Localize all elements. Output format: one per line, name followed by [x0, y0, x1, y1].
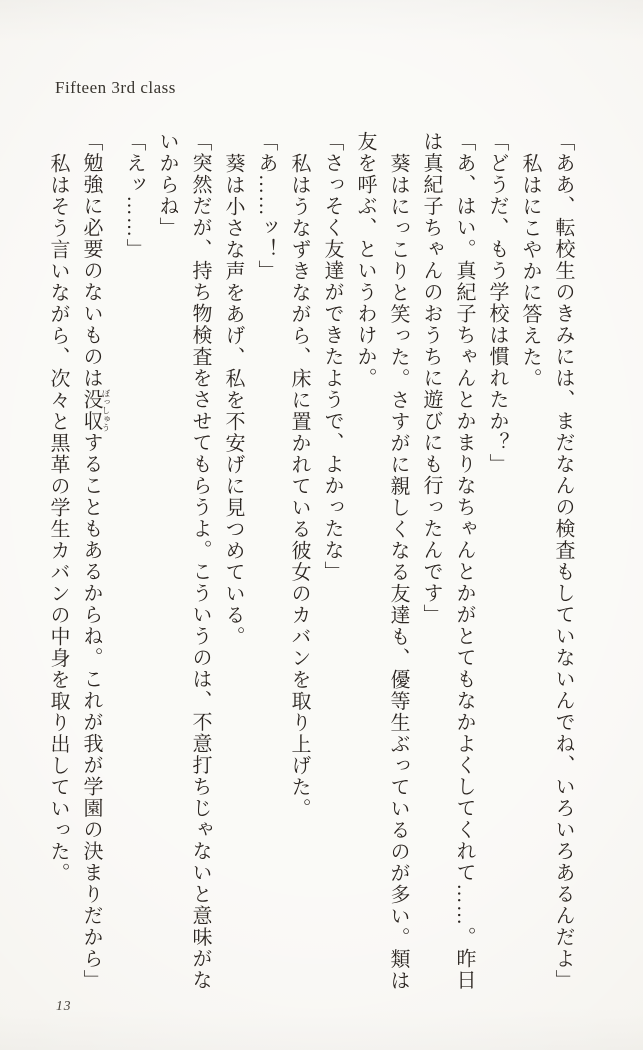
- text-column-14: 「えッ……」: [123, 131, 145, 260]
- column-15-after: することもあるからね。これが我が学園の決まりだから」: [80, 432, 102, 991]
- text-column-10: 「あ……ッ！」: [255, 131, 277, 282]
- text-column-7: 友を呼ぶ、というわけか。: [354, 131, 376, 389]
- furigana: [80, 389, 111, 432]
- text-column-13: いからね」: [156, 131, 178, 239]
- text-column-6: 葵はにっこりと笑った。さすがに親しくなる友達も、優等生ぶっているのが多い。類は: [387, 152, 409, 991]
- text-column-5: は真紀子ちゃんのおうちに遊びにも行ったんです」: [420, 131, 442, 626]
- text-column-9: 私はうなずきながら、床に置かれている彼女のカバンを取り上げた。: [288, 152, 310, 819]
- column-15-before: 「勉強に必要のないものは: [80, 131, 102, 389]
- text-column-12: 「突然だが、持ち物検査をさせてもらうよ。こういうのは、不意打ちじゃないと意味がな: [189, 131, 211, 991]
- text-column-4: 「あ、はい。真紀子ちゃんとかまりなちゃんとかがとてもなかよくしてくれて……。昨日: [453, 131, 475, 991]
- text-column-8: 「さっそく友達ができたようで、よかったな」: [321, 131, 343, 583]
- text-column-3: 「どうだ、もう学校は慣れたか？」: [486, 131, 508, 475]
- vertical-text-block: [35, 131, 573, 995]
- furigana-reading: ぼっしゅう: [101, 389, 111, 432]
- text-column-1: 「ああ、転校生のきみには、まだなんの検査もしていないんでね、いろいろあるんだよ」: [552, 131, 574, 991]
- page-number: 13: [56, 998, 72, 1013]
- text-column-16: 私はそう言いながら、次々と黒革の学生カバンの中身を取り出していった。: [47, 152, 69, 884]
- running-header: Fifteen 3rd class: [55, 78, 176, 97]
- furigana-base: 没収: [80, 389, 102, 432]
- text-column-2: 私はにこやかに答えた。: [519, 152, 541, 389]
- text-column-11: 葵は小さな声をあげ、私を不安げに見つめている。: [222, 152, 244, 647]
- text-column-15: [81, 131, 111, 993]
